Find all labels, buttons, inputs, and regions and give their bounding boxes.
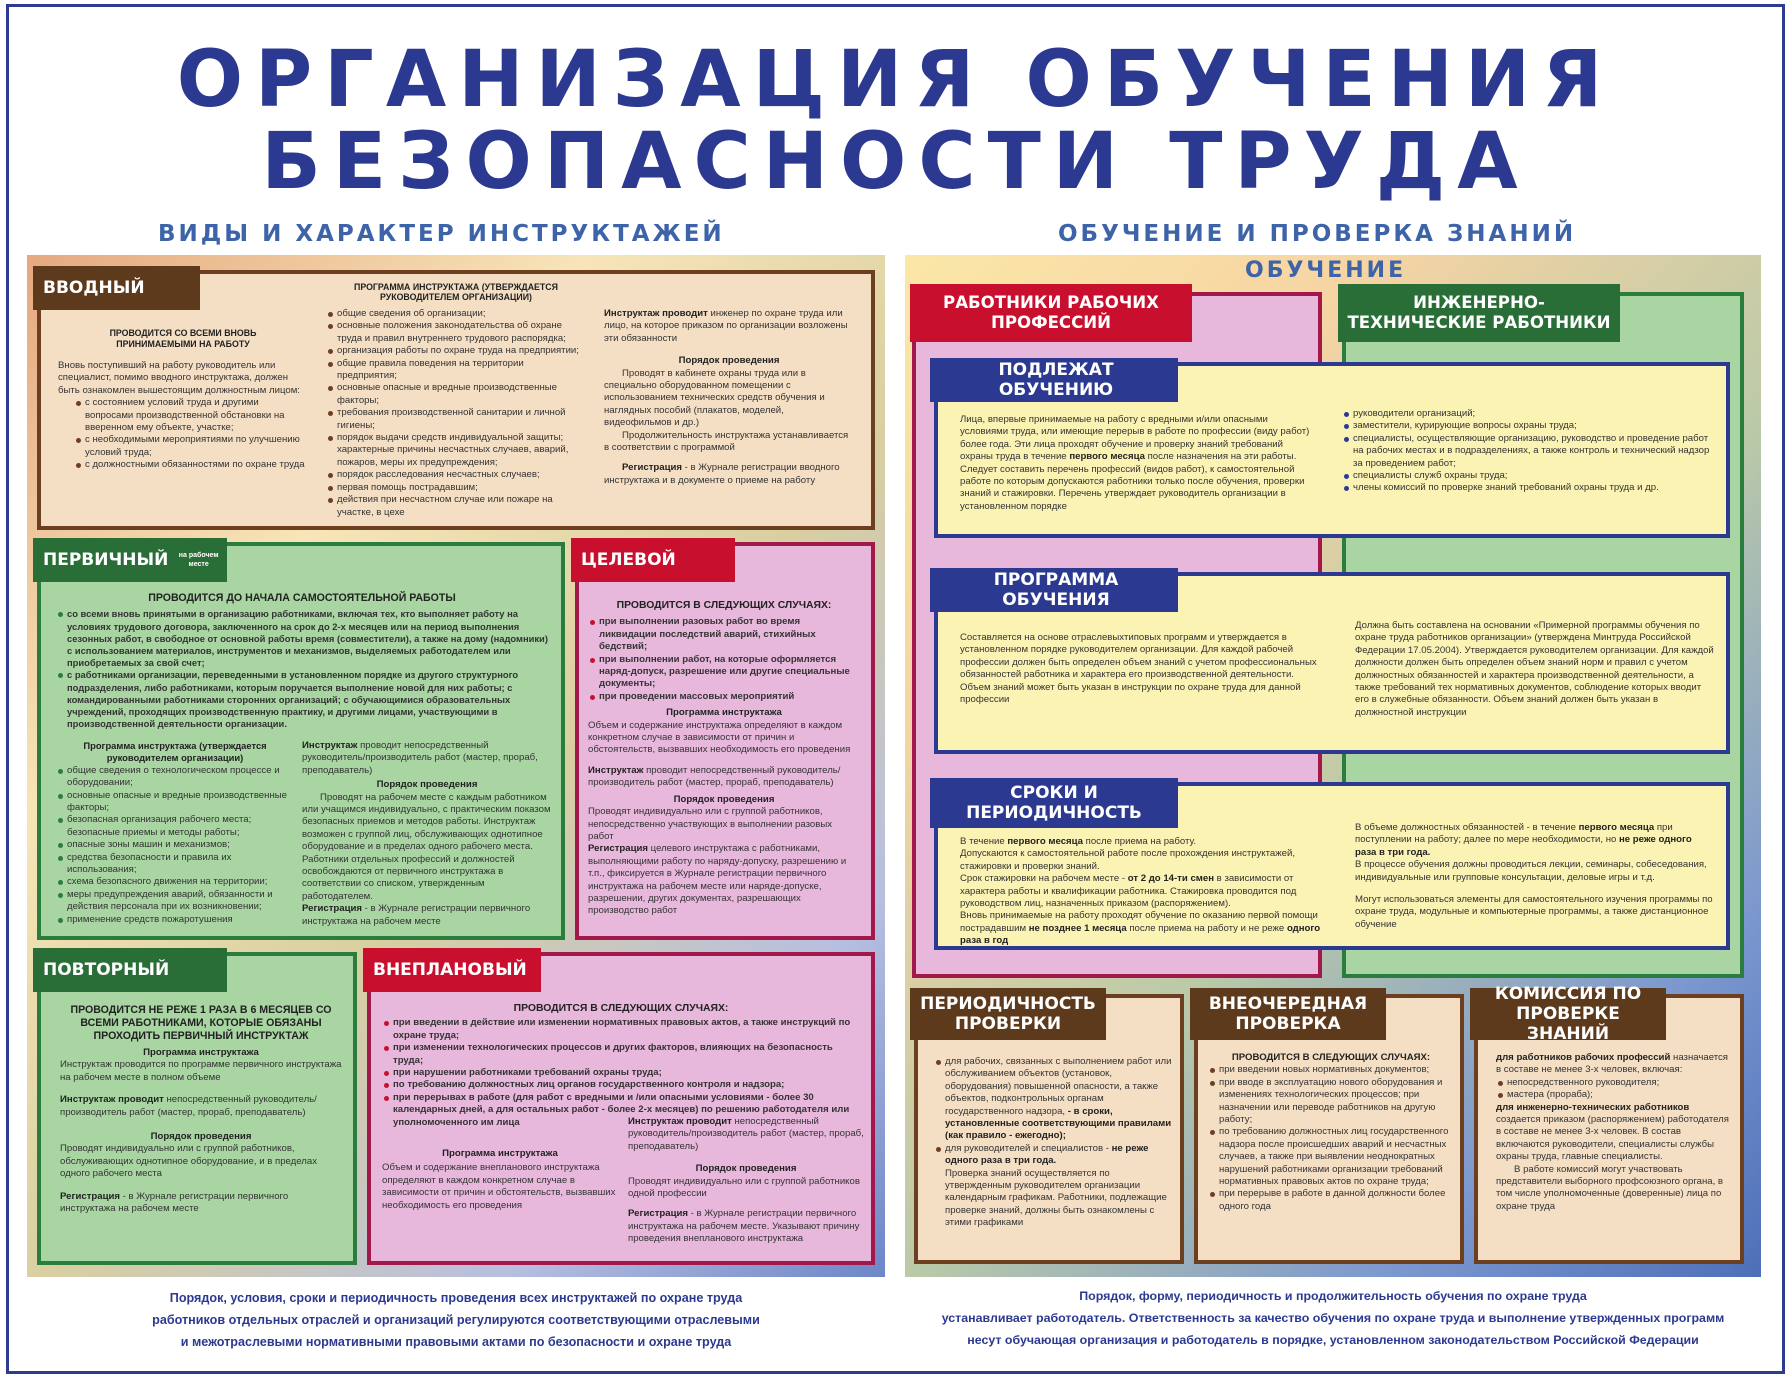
list-item: основные положения законодательства об охране труда и правил внутреннего трудового распорядка; [326,320,586,345]
subject-engineers-list [1342,408,1712,495]
engineers-tag: ИНЖЕНЕРНО-ТЕХНИЧЕСКИЕ РАБОТНИКИ [1338,284,1620,342]
pervichny-who: Инструктаж проводит непосредственный руководитель/производитель работ (мастер, прораб, преподаватель) [302,740,538,776]
vvodny-who: Инструктаж проводит инженер по охране труда или лицо, на которое приказом по организации возложены эти обязанности [604,308,848,344]
program-workers-text: Составляется на основе отраслевыхтиповых программ и утверждается в установленном порядке руководителем организации. Для каждой рабочей профессии должен быть определен объем знаний с учетом профессиональных обязанностей работника и характера его производственной деятельности. Объем знаний может быть указан в инструкции по охране труда для данной профессии [960,632,1317,706]
extra-title: ПРОВОДИТСЯ В СЛЕДУЮЩИХ СЛУЧАЯХ: [1231,1052,1431,1063]
list-item: требования производственной санитарии и личной гигиены; [326,407,586,432]
vvodny-col1-list [74,397,308,471]
pervichny-tag-label: ПЕРВИЧНЫЙ [43,550,169,570]
terms-line: В течение первого месяца после приема на работу. [960,836,1196,847]
terms-tag: СРОКИ И ПЕРИОДИЧНОСТЬ [930,778,1178,828]
vvodny-program-list [326,308,586,519]
pervichny-list [56,608,548,730]
list-item: при проведении массовых мероприятий [588,691,860,703]
celevoy-tag: ЦЕЛЕВОЙ [571,538,735,582]
commission-workers: для работников рабочих профессий назначается в составе не менее 3-х человек, включая: [1496,1052,1729,1076]
celevoy-content [588,600,860,918]
vneplanovy-order-title: Порядок проведения [695,1163,797,1175]
list-item: при перерыве в работе в данной должности более одного года [1208,1188,1454,1213]
povtorny-tag: ПОВТОРНЫЙ [33,948,227,992]
vneplanovy-program [382,1148,618,1212]
list-item: с работниками организации, переведенными в установленном порядке из другого структурного подразделения, либо работниками, которым поручается выполнение новой для них работы; с командированными работниками сторонних организаций; с обучающимися образовательных учреждений, проходящих производственную практику, и другими лицами, участвующими в производственной деятельности организации. [56,669,548,730]
vvodny-column-3 [604,308,854,487]
celevoy-order: Проводят индивидуально или с группой работников, непосредственно участвующих в выполнении разовых работ [588,806,833,842]
vvodny-registration: Регистрация - в Журнале регистрации вводного инструктажа и в документе о приеме на работу [604,462,840,486]
list-item: при нарушении работниками требований охраны труда; [382,1067,860,1079]
vneplanovy-tag: ВНЕПЛАНОВЫЙ [363,948,541,992]
extra-tag: ВНЕОЧЕРЕДНАЯ ПРОВЕРКА [1190,988,1386,1040]
povtorny-content [60,1004,342,1215]
povtorny-title: ПРОВОДИТСЯ НЕ РЕЖЕ 1 РАЗА В 6 МЕСЯЦЕВ СО ВСЕМИ РАБОТНИКАМИ, КОТОРЫЕ ОБЯЗАНЫ ПРОХОДИТЬ ПЕРВИЧНЫЙ ИНСТРУКТАЖ [70,1004,332,1042]
vvodny-column-1 [58,328,308,472]
vvodny-tag: ВВОДНЫЙ [33,266,200,310]
list-item: при выполнении разовых работ во время ликвидации последствий аварий, стихийных бедствий; [588,616,860,653]
povtorny-order: Проводят индивидуально или с группой работников, обслуживающих однотипное оборудование, и в пределах одного рабочего места [60,1143,318,1180]
pervichny-details [302,740,552,928]
extra-content [1208,1052,1454,1213]
vvodny-order-title: Порядок проведения [678,355,780,367]
list-item: по требованию должностных лиц государственного надзора после происшедших аварий и несчастных случаев, а также при выявлении неоднократных нарушений работниками организации требований нормативных правовых актов по охране труда; [1208,1126,1454,1188]
list-item: общие правила поведения на территории предприятия; [326,358,586,383]
terms-workers-text [960,836,1322,948]
list-item: для рабочих, связанных с выполнением работ или обслуживанием объектов (установок, оборудования) повышенной опасности, а также объектов, подконтрольных органам государственного надзора, - в сроки, установленные соответствующими правилами (как правило - ежегодно); [934,1056,1172,1143]
commission-engineers: для инженерно-технических работников создается приказом (распоряжением) работодателя в составе не менее 3-х человек. В состав включаются руководители, специалисты службы охраны труда, главные специалисты. [1496,1101,1729,1163]
list-item: для руководителей и специалистов - не реже одного раза в три года. [934,1143,1172,1168]
list-item: средства безопасности и правила их использования; [56,852,294,877]
list-item: порядок расследования несчастных случаев; [326,469,586,481]
left-footer [27,1287,885,1353]
commission-tag: КОМИССИЯ ПО ПРОВЕРКЕ ЗНАНИЙ [1470,988,1666,1040]
celevoy-title: ПРОВОДИТСЯ В СЛЕДУЮЩИХ СЛУЧАЯХ: [616,600,832,611]
vneplanovy-program-text: Объем и содержание внепланового инструктажа определяют в каждом конкретном случае в зависимости от причин и обстоятельств, вызвавших необходимость его проведения [382,1162,616,1211]
list-item: с должностными обязанностями по охране труда [74,459,308,471]
list-item: мастера (прораба); [1496,1089,1732,1101]
list-item: члены комиссий по проверке знаний требований охраны труда и др. [1342,482,1712,494]
pervichny-registration: Регистрация - в Журнале регистрации первичного инструктажа на рабочем месте [302,903,531,927]
commission-list [1496,1077,1732,1102]
list-item: с состоянием условий труда и другими вопросами производственной обстановки на вверенном ему объекте, участке; [74,397,308,434]
vvodny-col1-intro: Вновь поступивший на работу руководитель или специалист, помимо вводного инструктажа, должен быть ознакомлен вышестоящим должностным лицом: [58,360,300,396]
pervichny-order-title: Порядок проведения [376,779,478,791]
vvodny-col1-title: ПРОВОДИТСЯ СО ВСЕМИ ВНОВЬ ПРИНИМАЕМЫМИ НА РАБОТУ [109,328,257,349]
vvodny-duration: Продолжительность инструктажа устанавливается в соответствии с программой [604,429,849,454]
list-item: действия при несчастном случае или пожаре на участке, в цехе [326,494,586,519]
povtorny-registration: Регистрация - в Журнале регистрации первичного инструктажа на рабочем месте [60,1190,289,1215]
right-section-heading: ОБУЧЕНИЕ И ПРОВЕРКА ЗНАНИЙ [1058,221,1577,247]
povtorny-order-title: Порядок проведения [150,1131,252,1143]
list-item: основные опасные и вредные производственные факторы; [56,790,294,815]
vvodny-order: Проводят в кабинете охраны труда или в специально оборудованном помещении с использованием технических средств обучения и наглядных пособий (плакатов, моделей, видеофильмов и др.) [604,367,825,429]
terms-engineers-text [1355,822,1715,931]
pervichny-order: Проводят на рабочем месте с каждым работником или учащимся индивидуально, с практическим показом безопасных приемов и методов работы. Инструктаж возможен с группой лиц, обслуживающих однотипное оборудование и в пределах одного рабочего места. Работники отдельных профессий и должностей освобождаются от первичного инструктажа в соответствии со списком, утвержденным работодателем. [302,791,551,902]
left-footer-line: Порядок, условия, сроки и периодичность проведения всех инструктажей по охране труда [169,1291,743,1305]
celevoy-registration: Регистрация целевого инструктажа с работниками, выполняющими работу по наряду-допуску, разрешению и т.п., фиксируется в Журнале регистрации первичного инструктажа на рабочем месте или наряде-допуске, разрешении, других документах, разрешающих производство работ [588,843,847,917]
subject-workers-text: Лица, впервые принимаемые на работу с вредными и/или опасными условиями труда, или имеющие перерыв в работе по профессии (виду работ) более года. Эти лица проходят обучение и проверку знаний требований охраны труда в течение первого месяца после назначения на эти работы. Следует составить перечень профессий (видов работ), к самостоятельной работе по которым допускаются работники только после обучения, проверки знаний и стажировки. Перечень утверждает руководитель организации в установленном порядке [960,414,1310,512]
right-subheading: ОБУЧЕНИЕ [1245,258,1407,283]
povtorny-program-title: Программа инструктажа [143,1047,259,1058]
left-footer-line: работников отдельных отраслей и организаций регулируются соответствующими отраслевыми [152,1313,760,1327]
periodic-list [934,1056,1172,1168]
list-item: порядок выдачи средств индивидуальной защиты; характерные причины несчастных случаев, аварий, пожаров, меры их предупреждения; [326,432,586,469]
vneplanovy-title: ПРОВОДИТСЯ В СЛЕДУЮЩИХ СЛУЧАЯХ: [513,1003,729,1014]
povtorny-who: Инструктаж проводит непосредственный руководитель/производитель работ (мастер, прораб, преподаватель) [60,1094,317,1118]
pervichny-tag-note: на рабочем месте [178,552,219,568]
list-item: руководители организаций; [1342,408,1712,420]
list-item: со всеми вновь принятыми в организацию работниками, включая тех, кто выполняет работу на условиях трудового договора, заключенного на срок до 2-х месяцев или на период выполнения сезонных работ, в свободное от основной работы время (совместители), а также на дому (надомники) с использованием материалов, инструментов и механизмов, выделяемых работодателем или приобретаемых за свой счет; [56,608,548,669]
pervichny-content [56,592,548,730]
list-item: при перерывах в работе (для работ с вредными и /или опасными условиями - более 30 календарных дней, а для остальных работ - более 2-х месяцев) по решению работодателя или уполномоченного им лица [382,1092,860,1129]
list-item: непосредственного руководителя; [1496,1077,1732,1089]
vneplanovy-who: Инструктаж проводит непосредственный руководитель/производитель работ (мастер, прораб, преподаватель) [628,1116,864,1152]
terms-line: Вновь принимаемые на работу проходят обучение по оказанию первой помощи пострадавшим не позднее 1 месяца после приема на работу и не реже одного раза в год [960,910,1321,947]
terms-line: Могут использоваться элементы для самостоятельного изучения программы по охране труда, модульные и компьютерные программы, а также дистанционное обучение [1355,894,1713,930]
right-footer-line: несут обучающая организация и работодатель в порядке, установленном законодательством Российской Федерации [967,1333,1699,1347]
list-item: опасные зоны машин и механизмов; [56,839,294,851]
pervichny-tag [33,538,227,582]
list-item: специалисты, осуществляющие организацию, руководство и проведение работ на рабочих местах и в подразделениях, а также контроль и технический надзор за проведением работ; [1342,433,1712,470]
extra-list [1208,1064,1454,1213]
celevoy-program-title: Программа инструктажа [666,707,782,719]
commission-note: В работе комиссий могут участвовать представители выборного профсоюзного органа, в том числе уполномоченные (доверенные) лица по охране труда [1496,1163,1724,1212]
program-tag: ПРОГРАММА ОБУЧЕНИЯ [930,568,1178,612]
periodic-tag: ПЕРИОДИЧНОСТЬ ПРОВЕРКИ [910,988,1106,1040]
list-item: общие сведения об организации; [326,308,586,320]
commission-content [1496,1052,1732,1213]
right-footer-line: устанавливает работодатель. Ответственность за качество обучения по охране труда и выполнение утвержденных программ [941,1311,1725,1325]
vneplanovy-content [382,1003,860,1129]
list-item: при выполнении работ, на которые оформляется наряд-допуск, разрешение или другие специальные документы; [588,654,860,691]
terms-line: В процессе обучения должны проводиться лекции, семинары, собеседования, индивидуальные или групповые консультации, деловые игры и т.д. [1355,859,1707,883]
vvodny-col2-title: ПРОГРАММА ИНСТРУКТАЖА (УТВЕРЖДАЕТСЯ РУКОВОДИТЕЛЕМ ОРГАНИЗАЦИИ) [354,282,558,302]
list-item: безопасная организация рабочего места; безопасные приемы и методы работы; [56,814,294,839]
vneplanovy-list [382,1017,860,1129]
list-item: общие сведения о технологическом процессе и оборудовании; [56,765,294,790]
left-section-heading: ВИДЫ И ХАРАКТЕР ИНСТРУКТАЖЕЙ [158,221,725,247]
vneplanovy-registration: Регистрация - в Журнале регистрации первичного инструктажа на рабочем месте. Указывают причину проведения внепланового инструктажа [628,1208,860,1245]
povtorny-program: Инструктаж проводится по программе первичного инструктажа на рабочем месте в полном объеме [60,1059,342,1083]
terms-line: Срок стажировки на рабочем месте - от 2 до 14-ти смен в зависимости от характера работы и квалификации работника. Стажировка проводится под руководством лиц, назначенных приказом (распоряжением). [960,873,1297,910]
periodic-note: Проверка знаний осуществляется по утвержденным руководителем организации календарным графикам. Работники, подлежащие проверке знаний, должны быть ознакомлены с этими графиками [945,1167,1167,1229]
periodic-content [934,1056,1172,1230]
list-item: при вводе в эксплуатацию нового оборудования и изменениях технологических процессов; при назначении или переводе работников на другую работу; [1208,1077,1454,1127]
list-item: заместители, курирующие вопросы охраны труда; [1342,420,1712,432]
subject-engineers-text [1342,408,1712,495]
list-item: специалисты служб охраны труда; [1342,470,1712,482]
list-item: применение средств пожаротушения [56,914,294,926]
subject-tag: ПОДЛЕЖАТ ОБУЧЕНИЮ [930,358,1178,402]
list-item: при введении новых нормативных документов; [1208,1064,1454,1076]
list-item: при введении в действие или изменении нормативных правовых актов, а также инструкций по охране труда; [382,1017,860,1042]
vneplanovy-program-title: Программа инструктажа [442,1148,558,1159]
vneplanovy-order: Проводят индивидуально или с группой работников одной профессии [628,1175,860,1200]
right-footer [905,1285,1761,1351]
list-item: при изменении технологических процессов и других факторов, влияющих на безопасность труда; [382,1042,860,1067]
list-item: первая помощь пострадавшим; [326,482,586,494]
poster-title-line1: ОРГАНИЗАЦИЯ ОБУЧЕНИЯ [176,35,1615,125]
pervichny-program-title: Программа инструктажа (утверждается руководителем организации) [83,740,267,764]
list-item: по требованию должностных лиц органов государственного контроля и надзора; [382,1079,860,1091]
celevoy-who: Инструктаж проводит непосредственный руководитель/производитель работ (мастер, прораб, преподаватель) [588,764,841,789]
list-item: с необходимыми мероприятиями по улучшению условий труда; [74,434,308,459]
program-engineers-text: Должна быть составлена на основании «Примерной программы обучения по охране труда работников организации» (утверждена Минтруда Российской Федерации 17.05.2004). Утверждается руководителем организации. Для каждой должности должен быть определен объем знаний норм и правил с учетом должностных обязанностей и характера производственной деятельности, а также требований тех нормативных документов, соблюдение которых вводит его в служебные обязанности. Объем знаний должен быть указан в должностной инструкции [1355,620,1714,718]
terms-line: Допускаются к самостоятельной работе после прохождения инструктажей, стажировки и проверки знаний. [960,848,1296,872]
list-item: схема безопасного движения на территории; [56,876,294,888]
left-footer-line: и межотраслевыми нормативными правовыми актами по безопасности и охране труда [180,1335,732,1349]
pervichny-title: ПРОВОДИТСЯ ДО НАЧАЛА САМОСТОЯТЕЛЬНОЙ РАБОТЫ [148,592,456,604]
vneplanovy-details [628,1116,864,1246]
list-item: основные опасные и вредные производственные факторы; [326,382,586,407]
vvodny-column-2 [326,282,586,519]
pervichny-program [56,740,294,926]
celevoy-list [588,616,860,703]
pervichny-program-list [56,765,294,926]
poster-title-line2: БЕЗОПАСНОСТИ ТРУДА [261,117,1530,207]
terms-line: В объеме должностных обязанностей - в течение первого месяца при поступлении на работу; далее по мере необходимости, но не реже одного раза в три года. [1355,822,1692,858]
celevoy-program: Объем и содержание инструктажа определяют в каждом конкретном случае в зависимости от причин и обстоятельств, вызвавших необходимость его проведения [588,719,851,756]
right-footer-line: Порядок, форму, периодичность и продолжительность обучения по охране труда [1079,1289,1587,1303]
workers-tag: РАБОТНИКИ РАБОЧИХ ПРОФЕССИЙ [910,284,1192,342]
list-item: организация работы по охране труда на предприятии; [326,345,586,357]
celevoy-order-title: Порядок проведения [673,793,775,805]
list-item: меры предупреждения аварий, обязанности и действия персонала при их возникновении; [56,889,294,914]
